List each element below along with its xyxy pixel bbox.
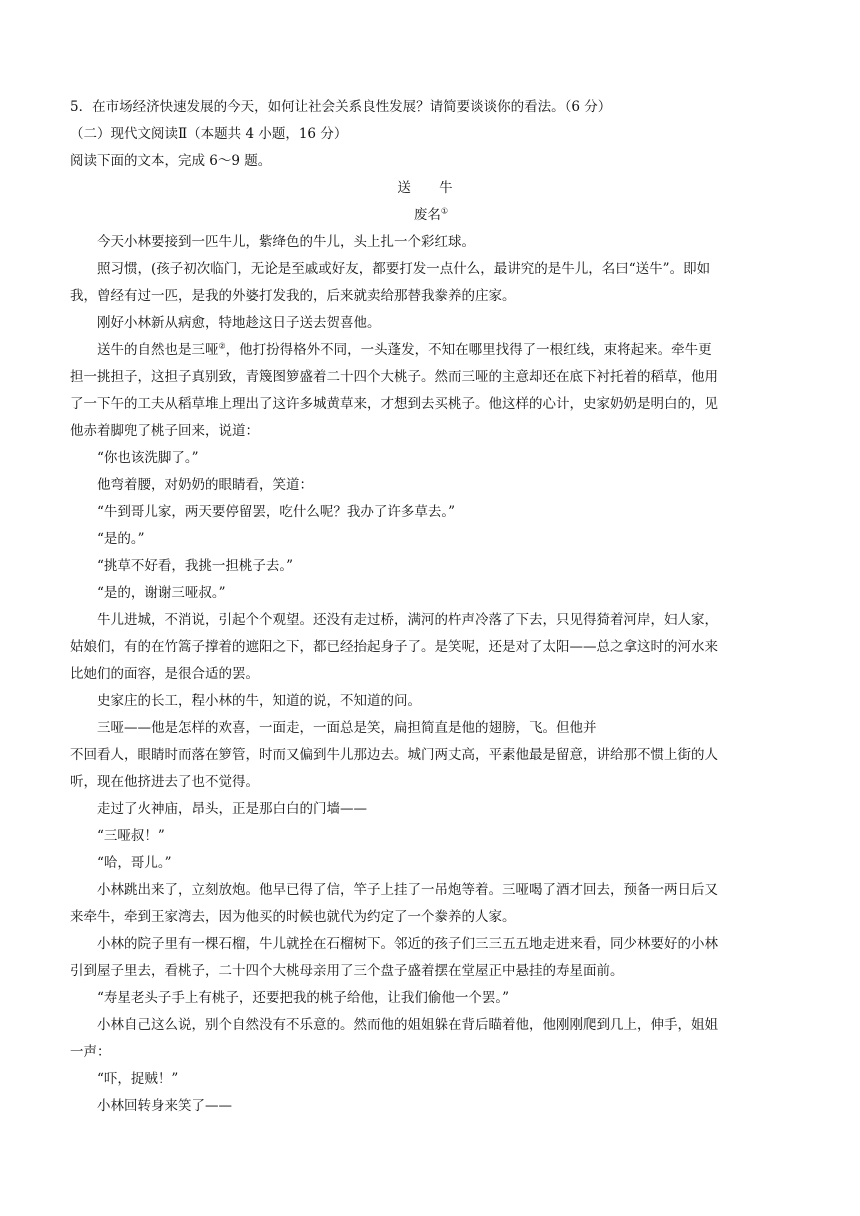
author-name: 废名 [413, 207, 441, 223]
paragraph-line: 姑娘们，有的在竹篙子撑着的遮阳之下，都已经抬起身子了。是笑呢，还是对了太阳——总之拿这时的河水来 [70, 639, 718, 655]
question-5: 5．在市场经济快速发展的今天，如何让社会关系良性发展？请简要谈谈你的看法。（6 分） [70, 99, 612, 115]
paragraph-line: 来牵牛，牵到王家湾去，因为他买的时候也就代为约定了一个豢养的人家。 [70, 909, 516, 925]
paragraph [70, 445, 792, 472]
paragraph [70, 796, 792, 823]
paragraph [70, 931, 792, 985]
paragraph-line: “哈，哥儿。” [97, 855, 172, 871]
paragraph-line: 听，现在他挤进去了也不觉得。 [70, 774, 259, 790]
story-author [70, 202, 792, 229]
paragraph-line: “牛到哥儿家，两天要停留罢，吃什么呢？我办了许多草去。” [97, 504, 456, 520]
paragraph [70, 823, 792, 850]
paragraph-line: 牛儿进城，不消说，引起个个观望。还没有走过桥，满河的杵声冷落了下去，只见得猗着河岸，妇人家， [97, 612, 718, 628]
paragraph-line: 小林的院子里有一棵石榴，牛儿就拴在石榴树下。邻近的孩子们三三五五地走进来看，同少林要好的小林 [97, 936, 718, 952]
paragraph [70, 499, 792, 526]
paragraph-line: 了一下午的工夫从稻草堆上理出了这许多城黄草来，才想到去买桃子。他这样的心计，史家奶奶是明白的，见 [70, 396, 718, 412]
paragraph-line: 他赤着脚兜了桃子回来，说道： [70, 423, 259, 439]
paragraph [70, 553, 792, 580]
paragraph [70, 985, 792, 1012]
paragraph [70, 715, 792, 796]
paragraph [70, 229, 792, 256]
paragraph-line: “是的，谢谢三哑叔。” [97, 585, 226, 601]
reading-instruction: 阅读下面的文本，完成 6～9 题。 [70, 153, 272, 169]
paragraph-line: “是的。” [97, 531, 145, 547]
paragraph-line: 我，曾经有过一匹，是我的外婆打发我的，后来就卖给那替我豢养的庄家。 [70, 288, 516, 304]
paragraph [70, 607, 792, 688]
paragraph [70, 256, 792, 310]
paragraph-line: 担一挑担子，这担子真别致，青篾图箩盛着二十四个大桃子。然而三哑的主意却还在底下衬托着的稻草，他用 [70, 369, 718, 385]
paragraph [70, 310, 792, 337]
paragraph-line: 一声： [70, 1044, 111, 1060]
document-body [70, 94, 792, 1120]
paragraph-line: 今天小林要接到一匹牛儿，紫绛色的牛儿，头上扎一个彩红球。 [97, 234, 475, 250]
section-heading: （二）现代文阅读Ⅱ（本题共 4 小题，16 分） [70, 126, 348, 142]
paragraph-line: “你也该洗脚了。” [97, 450, 199, 466]
text-segment: 送牛的自然也是三哑 [97, 342, 219, 358]
paragraph [70, 1012, 792, 1066]
paragraph [70, 850, 792, 877]
paragraph-line: 小林回转身来笑了—— [97, 1098, 232, 1114]
paragraph-line: 三哑——他是怎样的欢喜，一面走，一面总是笑，扁担简直是他的翅膀，飞。但他并 [97, 720, 597, 736]
footnote-marker: ① [440, 206, 449, 216]
paragraph-line: “挑草不好看，我挑一担桃子去。” [97, 558, 294, 574]
paragraph-line: 引到屋子里去，看桃子，二十四个大桃母亲用了三个盘子盛着摆在堂屋正中悬挂的寿星面前。 [70, 963, 624, 979]
paragraph-line: 小林自己这么说，别个自然没有不乐意的。然而他的姐姐躲在背后瞄着他，他刚刚爬到几上，伸手，姐姐 [97, 1017, 718, 1033]
paragraph-line [70, 337, 792, 364]
paragraph [70, 688, 792, 715]
paragraph-line: 他弯着腰，对奶奶的眼睛看，笑道： [97, 477, 313, 493]
paragraph-line: 小林跳出来了，立刻放炮。他早已得了信，竿子上挂了一吊炮等着。三哑喝了酒才回去，预备一两日后又 [97, 882, 718, 898]
story-title: 送 牛 [397, 180, 465, 196]
paragraph [70, 1066, 792, 1093]
paragraph [70, 877, 792, 931]
paragraph-line: 照习惯，(孩子初次临门，无论是至戚或好友，都要打发一点什么，最讲究的是牛儿，名曰“送牛”。即如 [97, 261, 711, 277]
paragraph-line: 比她们的面容，是很合适的罢。 [70, 666, 259, 682]
paragraph-line: “三哑叔！” [97, 828, 165, 844]
paragraph [70, 526, 792, 553]
paragraph [70, 472, 792, 499]
text-segment: ，他打扮得格外不同，一头蓬发，不知在哪里找得了一根红线，束将起来。牵牛更 [225, 342, 712, 358]
paragraph-line: 史家庄的长工，程小林的牛，知道的说，不知道的问。 [97, 693, 421, 709]
paragraph-line: 刚好小林新从病愈，特地趁这日子送去贺喜他。 [97, 315, 381, 331]
paragraph-line: 不回看人，眼睛时而落在箩管，时而又偏到牛儿那边去。城门两丈高，平素他最是留意，讲给那不惯上街的人 [70, 747, 718, 763]
paragraph-line: “吓，捉贼！” [97, 1071, 179, 1087]
paragraph-line: 走过了火神庙，昂头，正是那白白的门墙—— [97, 801, 367, 817]
paragraph-line: “寿星老头子手上有桃子，还要把我的桃子给他，让我们偷他一个罢。” [97, 990, 510, 1006]
paragraph [70, 337, 792, 445]
paragraph [70, 1093, 792, 1120]
paragraph [70, 580, 792, 607]
footnote-marker: ② [218, 341, 226, 351]
